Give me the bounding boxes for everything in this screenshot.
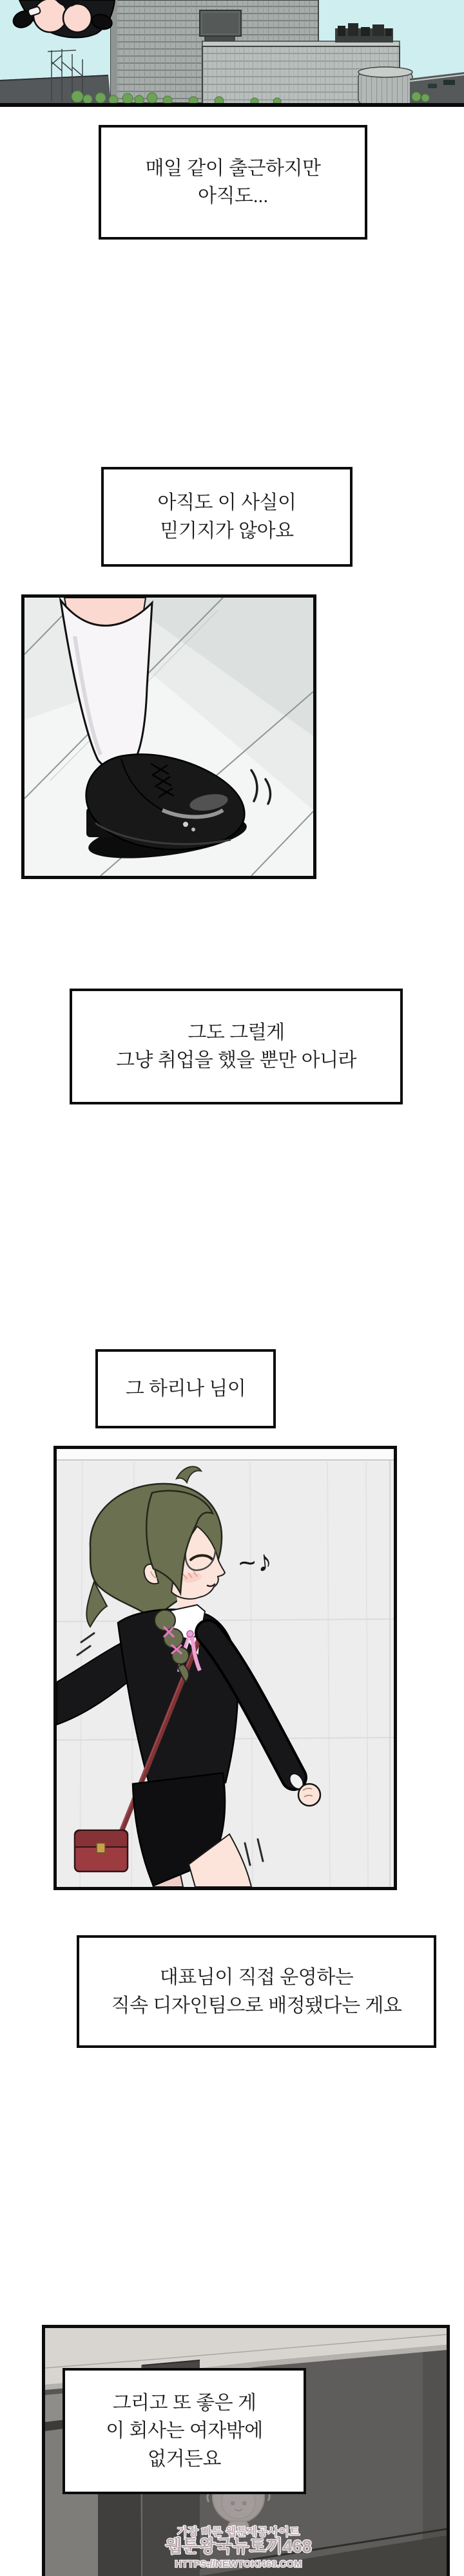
caption-box-2 bbox=[101, 467, 353, 567]
city-illustration bbox=[0, 0, 464, 103]
shoe-illustration bbox=[24, 598, 313, 876]
caption-line: 아직도... bbox=[198, 185, 268, 207]
caption-line: 그리고 또 좋은 게 bbox=[112, 2392, 256, 2414]
caption-line: 매일 같이 출근하지만 bbox=[145, 157, 321, 179]
panel-woman-walking bbox=[53, 1446, 397, 1890]
panel-shoe-step bbox=[21, 594, 316, 879]
woman-illustration bbox=[57, 1449, 394, 1887]
caption-line: 없거든요 bbox=[148, 2448, 221, 2470]
caption-line: 그도 그럴게 bbox=[188, 1021, 285, 1043]
caption-line: 이 회사는 여자밖에 bbox=[106, 2420, 263, 2442]
caption-box-3 bbox=[70, 989, 403, 1104]
caption-line: 그 하리나 님이 bbox=[125, 1378, 246, 1399]
caption-box-5 bbox=[77, 1935, 436, 2048]
watermark-url: HTTPS://NEWTOKI468.COM bbox=[175, 2559, 302, 2570]
caption-line: 믿기지가 않아요 bbox=[160, 520, 294, 542]
watermark-site-name: 웹툰왕국뉴토끼468 bbox=[165, 2537, 312, 2556]
bag-clasp bbox=[97, 1843, 105, 1853]
red-crossbody-bag bbox=[75, 1830, 128, 1871]
caption-box-4 bbox=[95, 1349, 276, 1428]
panel-city-building bbox=[0, 0, 464, 107]
caption-box-1 bbox=[99, 125, 367, 240]
ceiling-molding bbox=[57, 1449, 394, 1459]
caption-line: 아직도 이 사실이 bbox=[157, 492, 296, 513]
caption-line: 직속 디자인팀으로 배정됐다는 게요 bbox=[111, 1994, 402, 2016]
watermark-tagline: 가장 빠른 웹툰제공사이트 bbox=[177, 2526, 300, 2538]
music-note: ~♪ bbox=[237, 1543, 275, 1580]
caption-line: 그냥 취업을 했을 뿐만 아니라 bbox=[115, 1050, 357, 1071]
caption-box-6 bbox=[63, 2368, 306, 2494]
caption-line: 대표님이 직접 운영하는 bbox=[159, 1967, 354, 1988]
